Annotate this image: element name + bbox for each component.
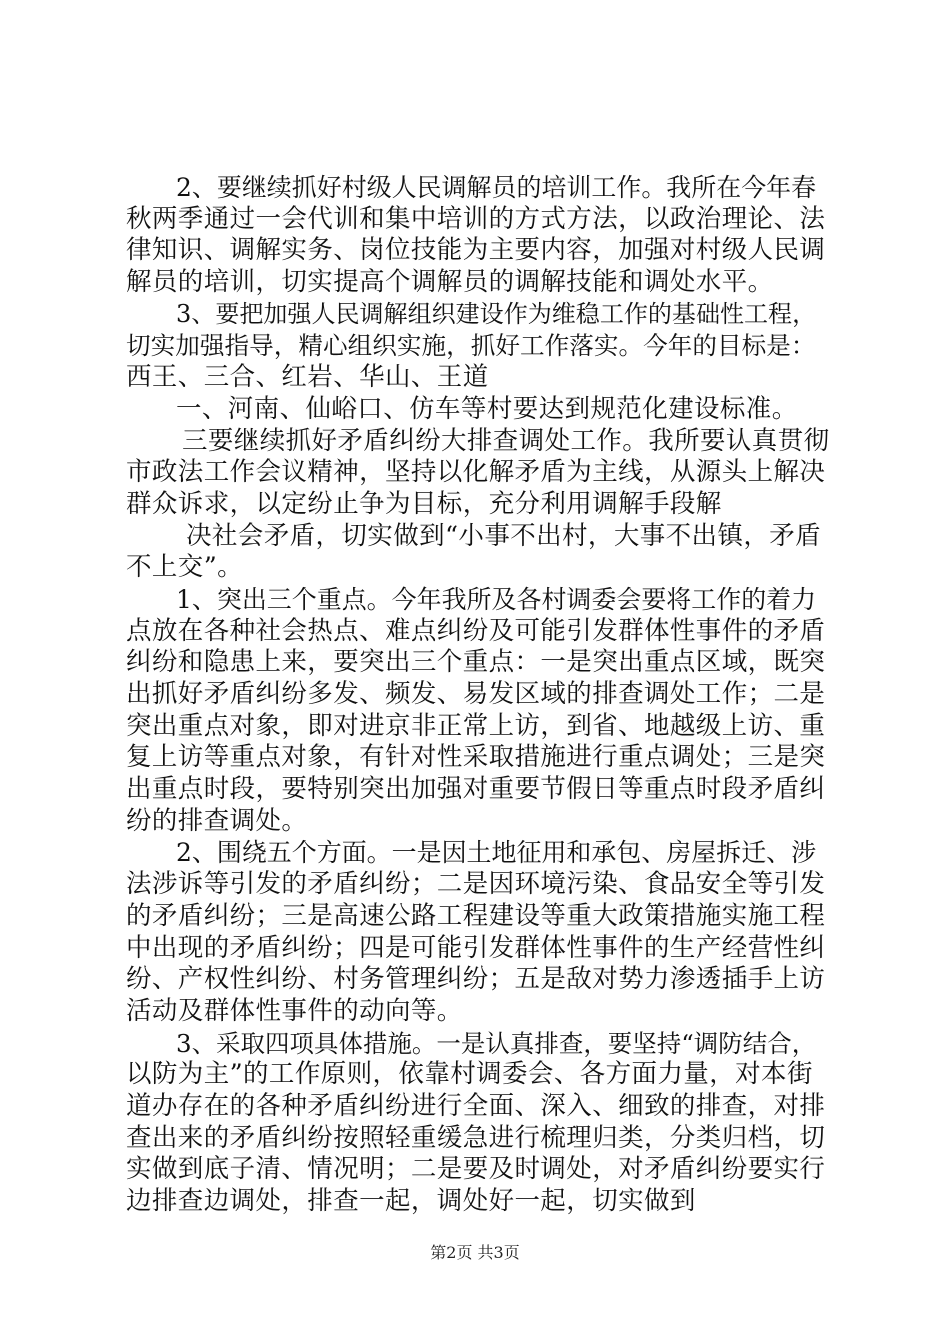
text-line: 秋两季通过一会代训和集中培训的方式方法，以政治理论、法 [126,203,826,234]
text-line: 切实加强指导，精心组织实施，抓好工作落实。今年的目标是： [126,331,816,361]
text-line: 突出重点对象，即对进京非正常上访，到省、地越级上访、重 [126,710,826,741]
text-line: 3、要把加强人民调解组织建设作为维稳工作的基础性工程， [176,299,817,328]
text-line: 1、突出三个重点。今年我所及各村调委会要将工作的着力 [176,584,817,614]
text-line: 市政法工作会议精神，坚持以化解矛盾为主线，从源头上解决 [126,457,826,488]
text-line: 点放在各种社会热点、难点纠纷及可能引发群体性事件的矛盾 [126,615,826,646]
text-line: 群众诉求，以定纷止争为目标，充分利用调解手段解 [126,488,722,519]
text-line: 以防为主”的工作原则，依靠村调委会、各方面力量，对本街 [126,1059,813,1090]
text-line: 三要继续抓好矛盾纠纷大排查调处工作。我所要认真贯彻 [182,425,830,456]
text-line: 法涉诉等引发的矛盾纠纷；二是因环境污染、食品安全等引发 [126,869,826,900]
text-line: 纷的排查调处。 [126,805,308,836]
text-line: 2、要继续抓好村级人民调解员的培训工作。我所在今年春 [176,173,817,202]
text-line: 复上访等重点对象，有针对性采取措施进行重点调处；三是突 [126,742,826,773]
text-line: 的矛盾纠纷；三是高速公路工程建设等重大政策措施实施工程 [126,900,826,931]
text-line: 一、河南、仙峪口、仿车等村要达到规范化建设标准。 [176,393,798,424]
text-line: 纷、产权性纠纷、村务管理纠纷；五是敌对势力渗透插手上访 [126,964,826,995]
text-line: 3、采取四项具体措施。一是认真排查，要坚持“调防结合， [176,1028,817,1058]
text-line: 中出现的矛盾纠纷；四是可能引发群体性事件的生产经营性纠 [126,932,826,963]
text-line: 出重点时段，要特别突出加强对重要节假日等重点时段矛盾纠 [126,774,826,805]
text-line: 西王、三合、红岩、华山、王道 [126,362,489,393]
text-line: 2、围绕五个方面。一是因土地征用和承包、房屋拆迁、涉 [176,838,817,868]
text-line: 律知识、调解实务、岗位技能为主要内容，加强对村级人民调 [126,235,826,266]
text-line: 纠纷和隐患上来，要突出三个重点：一是突出重点区域，既突 [126,647,826,678]
text-line: 不上交”。 [126,552,244,583]
text-line: 查出来的矛盾纠纷按照轻重缓急进行梳理归类，分类归档，切 [126,1122,826,1153]
text-line: 决社会矛盾，切实做到“小事不出村，大事不出镇，矛盾 [186,520,822,551]
text-line: 出抓好矛盾纠纷多发、频发、易发区域的排查调处工作；二是 [126,679,826,709]
text-line: 边排查边调处，排查一起，调处好一起，切实做到 [126,1186,696,1216]
document-body [126,172,830,1218]
text-line: 解员的培训，切实提高个调解员的调解技能和调处水平。 [126,267,774,298]
text-line: 活动及群体性事件的动向等。 [126,995,463,1026]
page-number-footer: 第2页 共3页 [430,1243,520,1262]
text-line: 实做到底子清、情况明；二是要及时调处，对矛盾纠纷要实行 [126,1154,826,1185]
text-line: 道办存在的各种矛盾纠纷进行全面、深入、细致的排查，对排 [126,1090,826,1121]
